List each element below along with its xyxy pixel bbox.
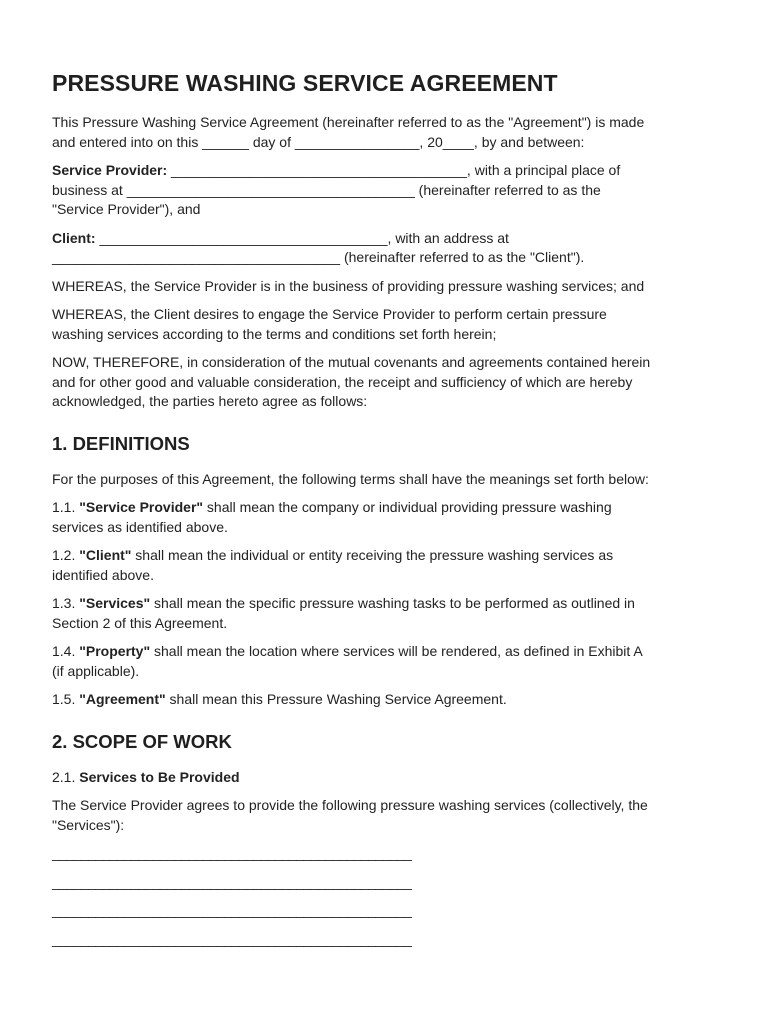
whereas-text: washing services according to the terms and conditions set forth herein; — [52, 325, 497, 342]
definition-number: 1.5. — [52, 691, 80, 707]
definition-term: "Agreement" — [79, 691, 166, 707]
definition-item — [52, 690, 722, 710]
definitions-heading: 1. DEFINITIONS — [52, 432, 190, 454]
document-title: PRESSURE WASHING SERVICE AGREEMENT — [52, 70, 558, 96]
definitions-intro-text: For the purposes of this Agreement, the following terms shall have the meanings set forth below: — [52, 470, 649, 487]
definition-text: Section 2 of this Agreement. — [52, 614, 228, 631]
definitions-intro — [52, 470, 722, 490]
services-blank-line: __________________________________________________ — [52, 845, 412, 861]
definition-text: (if applicable). — [52, 662, 140, 679]
definition-text: shall mean the specific pressure washing tasks to be performed as outlined in — [150, 595, 635, 611]
whereas-text: WHEREAS, the Client desires to engage the Service Provider to perform certain pressure — [52, 306, 607, 322]
definition-number: 1.2. — [52, 547, 80, 563]
scope-intro-text: "Services"): — [52, 816, 125, 833]
now-therefore-paragraph — [52, 353, 722, 412]
definition-text: shall mean the company or individual providing pressure washing — [203, 499, 612, 515]
definition-text: shall mean the individual or entity receiving the pressure washing services as — [131, 547, 614, 563]
definition-text: shall mean the location where services will be rendered, as defined in Exhibit A — [150, 643, 643, 659]
client-paragraph — [52, 229, 722, 268]
service-provider-blank: ______________________________________, with a principal place of — [167, 162, 621, 178]
agreement-page — [52, 70, 722, 958]
definition-number: 1.4. — [52, 643, 80, 659]
subsection-title: Services to Be Provided — [79, 768, 240, 785]
scope-intro-text: The Service Provider agrees to provide the following pressure washing services (collectively, the — [52, 797, 648, 813]
now-therefore-text: acknowledged, the parties hereto agree as follows: — [52, 393, 368, 409]
definition-text: identified above. — [52, 566, 154, 583]
intro-line: and entered into on this ______ day of ________________, 20____, by and between: — [52, 133, 585, 150]
whereas-paragraph-1 — [52, 277, 722, 297]
definition-item — [52, 498, 722, 537]
definition-term: "Service Provider" — [79, 499, 204, 515]
scope-heading: 2. SCOPE OF WORK — [52, 730, 232, 752]
intro-paragraph — [52, 113, 722, 152]
definition-item — [52, 594, 722, 633]
whereas-paragraph-2 — [52, 305, 722, 344]
now-therefore-text: NOW, THEREFORE, in consideration of the mutual covenants and agreements contained herein — [52, 354, 651, 370]
now-therefore-text: and for other good and valuable consideration, the receipt and sufficiency of which are hereby — [52, 373, 633, 390]
definition-term: "Services" — [79, 595, 151, 611]
service-provider-closing: "Service Provider"), and — [52, 201, 201, 217]
definition-text: shall mean this Pressure Washing Service Agreement. — [165, 691, 507, 707]
definition-term: "Client" — [79, 547, 132, 563]
definition-number: 1.1. — [52, 499, 80, 515]
services-blank-line: __________________________________________________ — [52, 902, 412, 918]
scope-subsection — [52, 768, 722, 788]
services-blank-line: __________________________________________________ — [52, 873, 412, 890]
service-provider-address-line: business at _____________________________________ (hereinafter referred to as the — [52, 181, 601, 198]
definition-term: "Property" — [79, 643, 151, 659]
service-provider-label: Service Provider: — [52, 162, 168, 178]
client-label: Client: — [52, 229, 96, 246]
service-provider-paragraph — [52, 161, 722, 220]
definition-text: services as identified above. — [52, 518, 228, 535]
services-blank-line: __________________________________________________ — [52, 930, 412, 947]
client-address-line: _____________________________________ (hereinafter referred to as the "Client"). — [52, 249, 585, 265]
intro-line: This Pressure Washing Service Agreement (hereinafter referred to as the "Agreement") is made — [52, 114, 645, 130]
whereas-text: WHEREAS, the Service Provider is in the business of providing pressure washing services; and — [52, 277, 645, 294]
client-blank: _____________________________________, with an address at — [95, 229, 509, 246]
scope-intro — [52, 796, 722, 835]
subsection-number: 2.1. — [52, 768, 80, 785]
definition-number: 1.3. — [52, 595, 80, 611]
definition-item — [52, 642, 722, 681]
definition-item — [52, 546, 722, 585]
